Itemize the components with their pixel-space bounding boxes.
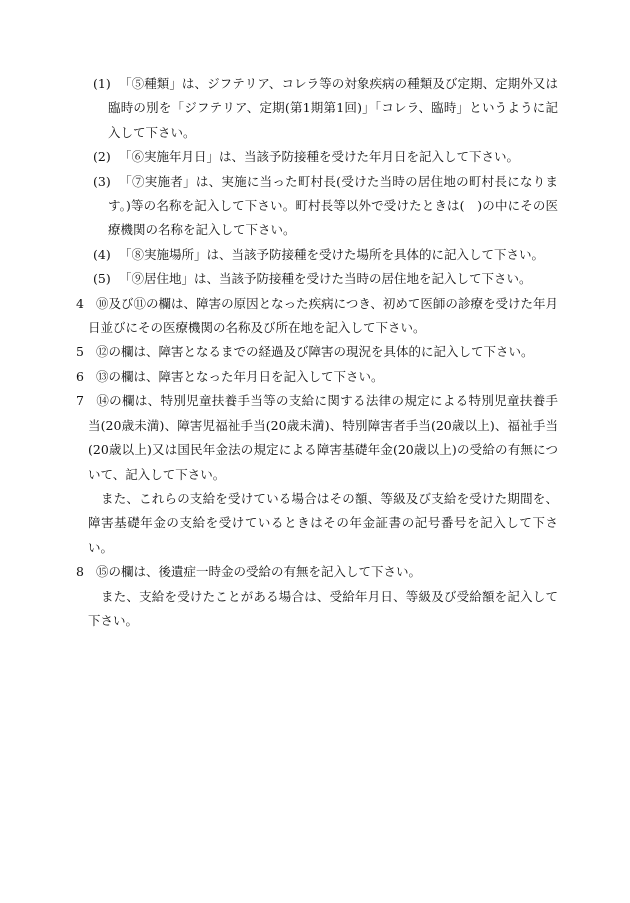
item-text: ⑫の欄は、障害となるまでの経過及び障害の現況を具体的に記入して下さい。 xyxy=(96,344,534,360)
sub-item-text: 「⑧実施場所」は、当該予防接種を受けた場所を具体的に記入して下さい。 xyxy=(119,246,545,262)
sub-item-number: (1) xyxy=(93,76,111,91)
item-7 xyxy=(0,389,630,487)
sub-item-text: 「⑦実施者」は、実施に当った町村長(受けた当時の居住地の町村長になります。)等の名称を記入して下さい。町村長等以外で受けたときは( )の中にその医療機関の名称を記入して下さい。 xyxy=(108,173,558,238)
sub-item-number: (2) xyxy=(93,149,111,165)
item-number: 5 xyxy=(76,344,84,360)
document-body xyxy=(0,72,630,633)
item-text: ⑮の欄は、後遺症一時金の受給の有無を記入して下さい。 xyxy=(96,564,422,580)
sub-item-number: (5) xyxy=(93,271,111,287)
item-number: 8 xyxy=(76,564,84,580)
item-text: ⑭の欄は、特別児童扶養手当等の支給に関する法律の規定による特別児童扶養手当(20歳未満)、障害児福祉手当(20歳未満)、特別障害者手当(20歳以上)、福祉手当(20歳以上)又は国民年金法の規定による障害基礎年金(20歳以上)の受給の有無について、記入して下さい。 xyxy=(88,393,558,482)
item-7-continuation: また、これらの支給を受けている場合はその額、等級及び支給を受けた期間を、障害基礎年金の支給を受けているときはその年金証書の記号番号を記入して下さい。 xyxy=(88,490,558,555)
item-8 xyxy=(0,560,630,584)
item-5 xyxy=(0,340,630,364)
sub-item-1 xyxy=(0,72,630,145)
item-number: 6 xyxy=(76,368,84,384)
sub-item-text: 「⑤種類」は、ジフテリア、コレラ等の対象疾病の種類及び定期、定期外又は臨時の別を「ジフテリア、定期(第1期第1回)」「コレラ、臨時」というように記入して下さい。 xyxy=(108,76,558,140)
sub-item-number: (3) xyxy=(93,173,111,189)
item-number: 7 xyxy=(76,393,84,409)
sub-item-4 xyxy=(0,243,630,267)
sub-item-5 xyxy=(0,267,630,291)
sub-item-text: 「⑥実施年月日」は、当該予防接種を受けた年月日を記入して下さい。 xyxy=(119,149,520,165)
sub-item-2 xyxy=(0,145,630,169)
item-number: 4 xyxy=(76,295,84,311)
item-8-continuation: また、支給を受けたことがある場合は、受給年月日、等級及び受給額を記入して下さい。 xyxy=(88,588,558,628)
item-6 xyxy=(0,365,630,389)
sub-item-3 xyxy=(0,170,630,243)
sub-item-number: (4) xyxy=(93,246,111,262)
item-4 xyxy=(0,292,630,341)
sub-item-text: 「⑨居住地」は、当該予防接種を受けた当時の居住地を記入して下さい。 xyxy=(119,271,532,287)
item-text: ⑩及び⑪の欄は、障害の原因となった疾病につき、初めて医師の診療を受けた年月日並びにその医療機関の名称及び所在地を記入して下さい。 xyxy=(88,295,558,336)
item-text: ⑬の欄は、障害となった年月日を記入して下さい。 xyxy=(96,368,384,384)
